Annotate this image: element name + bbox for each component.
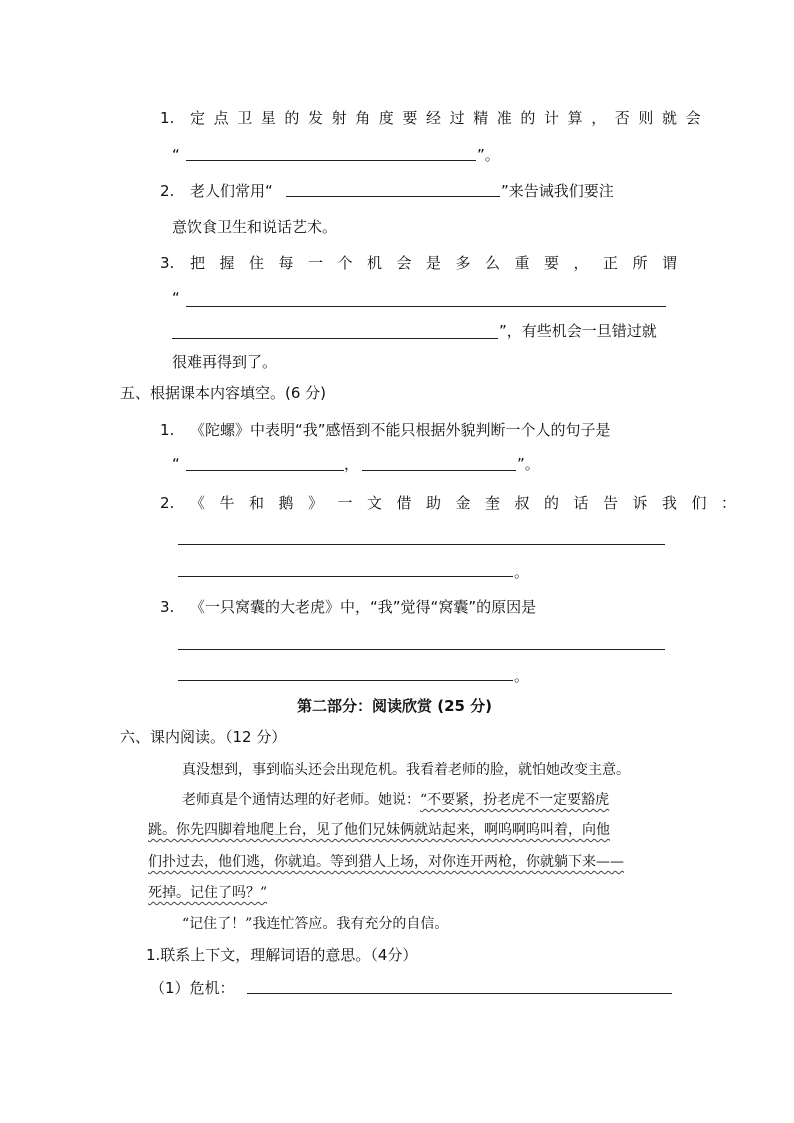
q3-number: 3. <box>160 254 175 272</box>
s5-q3-number: 3. <box>160 598 175 616</box>
s6-q1-sub1-label: （1）危机： <box>150 979 235 997</box>
q2-answer-line[interactable] <box>286 196 500 197</box>
q1-close-quote: ”。 <box>477 146 500 164</box>
passage-paragraph-3: “记住了！”我连忙答应。我有充分的自信。 <box>182 916 449 932</box>
s5-q1-close-quote: ”。 <box>517 455 540 473</box>
q2-text-line2: 意饮食卫生和说话艺术。 <box>172 218 338 236</box>
q2-text-after: ”来告诫我们要注 <box>501 182 614 200</box>
q1-answer-line[interactable] <box>186 160 476 161</box>
passage-quote-line-3: 们扑过去，他们逃，你就追。等到猎人上场，对你连开两枪，你就躺下来—— <box>148 854 624 870</box>
q3-text-after: ”，有些机会一旦错过就 <box>499 322 657 340</box>
q1-text: 定点卫星的发射角度要经过精准的计算，否则就会 <box>190 109 710 127</box>
s5-q2-answer-line-2[interactable] <box>178 576 513 577</box>
s5-q1-open-quote: “ <box>172 455 180 473</box>
s5-q1-number: 1. <box>160 421 175 439</box>
section6-heading: 六、课内阅读。（12 分） <box>120 728 287 746</box>
passage-p2-intro: 老师真是个通情达理的好老师。她说： <box>182 792 420 808</box>
q3-text: 把握住每一个机会是多么重要，正所谓 <box>190 254 692 272</box>
s5-q2-number: 2. <box>160 494 175 512</box>
passage-quote-line-2: 跳。你先四脚着地爬上台，见了他们兄妹俩就站起来，啊呜啊呜叫着，向他 <box>148 822 610 838</box>
passage-quote-line-4: 死掉。记住了吗？” <box>148 885 268 901</box>
s5-q2-period: 。 <box>514 563 530 581</box>
passage-quote-line-1: “不要紧，扮老虎不一定要豁虎 <box>420 792 610 808</box>
q1-open-quote: “ <box>172 146 180 164</box>
s5-q1-answer-line-1[interactable] <box>186 470 344 471</box>
q3-answer-line-1[interactable] <box>186 306 666 307</box>
part2-title: 第二部分：阅读欣赏 (25 分) <box>297 697 493 715</box>
s5-q1-answer-line-2[interactable] <box>362 470 516 471</box>
s6-q1-text: 1.联系上下文，理解词语的意思。（4分） <box>146 946 418 964</box>
passage-paragraph-1: 真没想到，事到临头还会出现危机。我看着老师的脸，就怕她改变主意。 <box>182 762 630 778</box>
q1-number: 1. <box>160 109 175 127</box>
s5-q3-period: 。 <box>514 667 530 685</box>
s5-q3-answer-line-2[interactable] <box>178 680 513 681</box>
q2-text-before: 老人们常用“ <box>190 182 273 200</box>
s5-q2-answer-line-1[interactable] <box>178 544 665 545</box>
s6-q1-sub1-answer-line[interactable] <box>247 993 672 994</box>
s5-q1-comma: ， <box>344 455 360 473</box>
q3-open-quote: “ <box>172 289 180 307</box>
s5-q1-text: 《陀螺》中表明“我”感悟到不能只根据外貌判断一个人的句子是 <box>190 421 611 439</box>
s5-q3-answer-line-1[interactable] <box>178 649 665 650</box>
passage-paragraph-2-start <box>182 790 609 810</box>
section5-heading: 五、根据课本内容填空。(6 分) <box>120 384 327 402</box>
q2-number: 2. <box>160 182 175 200</box>
q3-text-line3: 很难再得到了。 <box>172 353 278 371</box>
q3-answer-line-2[interactable] <box>172 338 498 339</box>
s5-q3-text: 《一只窝囊的大老虎》中，“我”觉得“窝囊”的原因是 <box>190 598 537 616</box>
s5-q2-text: 《牛和鹅》一文借助金奎叔的话告诉我们： <box>190 494 751 512</box>
